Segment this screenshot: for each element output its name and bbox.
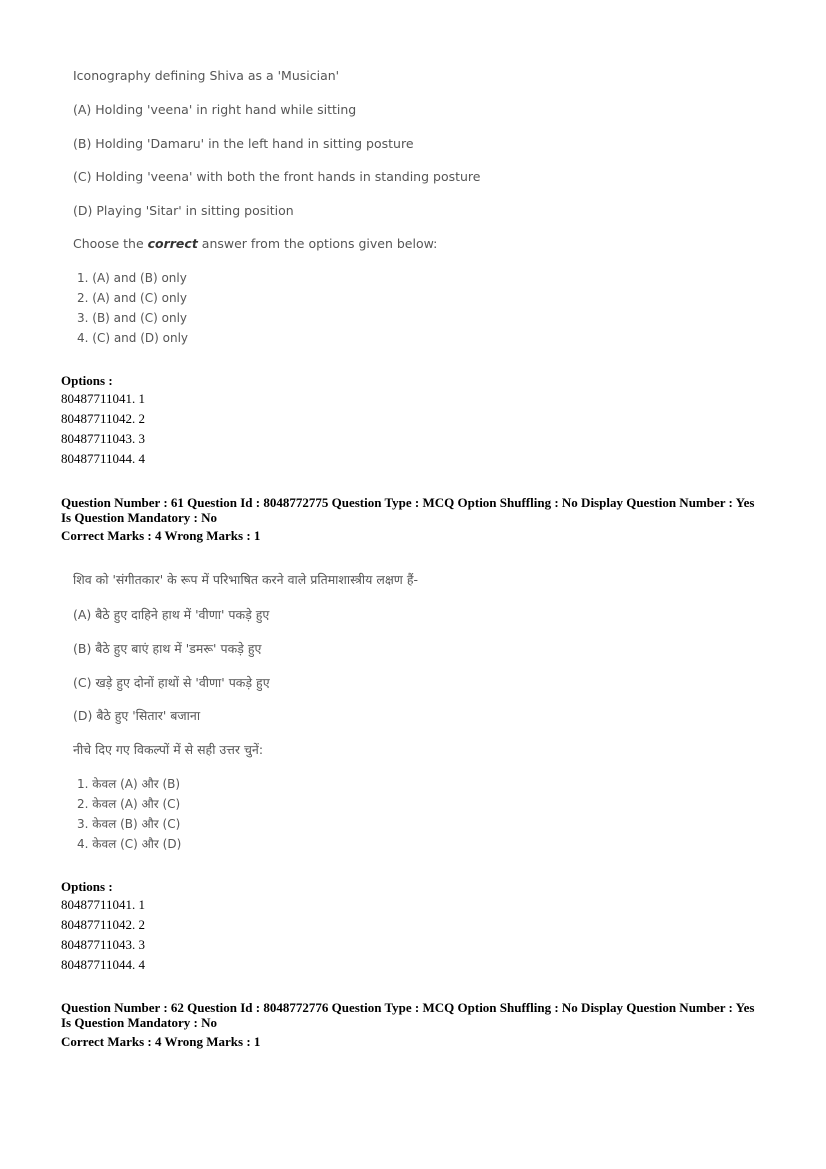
question-61-mandatory: Is Question Mandatory : No — [61, 510, 218, 525]
choice-2: 2. (A) and (C) only — [77, 291, 187, 305]
choice-4: 4. (C) and (D) only — [77, 331, 189, 345]
question-61-header: Question Number : 61 Question Id : 8048772775 Question Type : MCQ Option Shuffling : No Display Question Number : Yes — [61, 495, 755, 510]
question-62-mandatory: Is Question Mandatory : No — [61, 1015, 218, 1030]
instruction: Choose the correct answer from the options given below: — [73, 236, 438, 251]
option-2: 80487711042. 2 — [61, 411, 146, 426]
options-label: Options : — [61, 879, 113, 894]
question-61-marks: Correct Marks : 4 Wrong Marks : 1 — [61, 528, 261, 543]
choice-3: 3. (B) and (C) only — [77, 311, 188, 325]
choice-1: 1. केवल (A) और (B) — [77, 777, 181, 791]
statement-a: (A) Holding 'veena' in right hand while sitting — [73, 102, 357, 117]
question-62-marks: Correct Marks : 4 Wrong Marks : 1 — [61, 1034, 261, 1049]
choice-2: 2. केवल (A) और (C) — [77, 797, 181, 811]
statement-a: (A) बैठे हुए दाहिने हाथ में 'वीणा' पकड़े हुए — [73, 607, 270, 622]
question-61-hindi-image — [73, 572, 553, 862]
statement-d: (D) Playing 'Sitar' in sitting position — [73, 203, 294, 218]
question-stem: Iconography defining Shiva as a 'Musician' — [73, 68, 340, 83]
option-4: 80487711044. 4 — [61, 957, 146, 972]
statement-b: (B) Holding 'Damaru' in the left hand in sitting posture — [73, 136, 414, 151]
option-1: 80487711041. 1 — [61, 897, 146, 912]
option-3: 80487711043. 3 — [61, 937, 146, 952]
question-62-header: Question Number : 62 Question Id : 8048772776 Question Type : MCQ Option Shuffling : No Display Question Number : Yes — [61, 1000, 755, 1015]
choice-4: 4. केवल (C) और (D) — [77, 837, 182, 851]
statement-c: (C) Holding 'veena' with both the front hands in standing posture — [73, 169, 481, 184]
choice-1: 1. (A) and (B) only — [77, 271, 187, 285]
choice-3: 3. केवल (B) और (C) — [77, 817, 181, 831]
option-1: 80487711041. 1 — [61, 391, 146, 406]
statement-c: (C) खड़े हुए दोनों हाथों से 'वीणा' पकड़े हुए — [73, 675, 270, 690]
statement-b: (B) बैठे हुए बाएं हाथ में 'डमरू' पकड़े हुए — [73, 641, 262, 656]
question-stem: शिव को 'संगीतकार' के रूप में परिभाषित करने वाले प्रतिमाशास्त्रीय लक्षण हैं- — [73, 572, 418, 587]
option-2: 80487711042. 2 — [61, 917, 146, 932]
question-60-english-image — [73, 68, 553, 358]
instruction: नीचे दिए गए विकल्पों में से सही उत्तर चुनें: — [73, 742, 264, 757]
option-4: 80487711044. 4 — [61, 451, 146, 466]
options-label: Options : — [61, 373, 113, 388]
statement-d: (D) बैठे हुए 'सितार' बजाना — [73, 708, 201, 723]
option-3: 80487711043. 3 — [61, 431, 146, 446]
